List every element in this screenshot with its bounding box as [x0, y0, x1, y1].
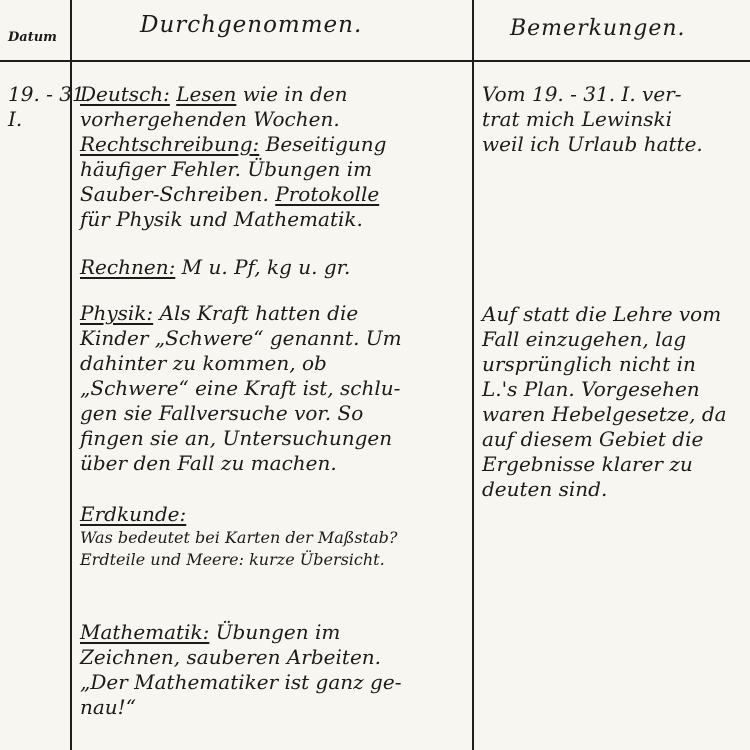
erdkunde-title-line	[80, 502, 468, 527]
section-physik	[80, 301, 468, 476]
section-erdkunde	[80, 502, 468, 571]
physik-line-7: über den Fall zu machen.	[80, 451, 337, 475]
deutsch-line-5	[80, 182, 468, 207]
section-rechnen	[80, 255, 468, 280]
physik-line-4: „Schwere“ eine Kraft ist, schlu-	[80, 376, 401, 400]
physik-line-5: gen sie Fallversuche vor. So	[80, 401, 364, 425]
deutsch-protokolle: Protokolle	[275, 182, 380, 206]
date-range: 19. - 31.	[8, 82, 92, 106]
remark-2-line-2: Fall einzugehen, lag	[482, 327, 687, 351]
remark-2-line-5: waren Hebelgesetze, da	[482, 402, 727, 426]
erdkunde-line-2: Erdteile und Meere: kurze Übersicht.	[80, 550, 385, 569]
rechnen-content: M u. Pf, kg u. gr.	[181, 255, 351, 279]
mathematik-line-4: nau!“	[80, 695, 136, 719]
remark-2-line-8: deuten sind.	[482, 477, 608, 501]
header-remarks: Bemerkungen.	[510, 16, 686, 41]
mathematik-line-3: „Der Mathematiker ist ganz ge-	[80, 670, 402, 694]
date-entry	[8, 82, 91, 132]
remark-substitute	[482, 82, 703, 157]
remark-physics-plan	[482, 302, 727, 502]
physik-line-2: Kinder „Schwere“ genannt. Um	[80, 326, 402, 350]
physik-line-1	[80, 301, 468, 326]
physik-line-3: dahinter zu kommen, ob	[80, 351, 327, 375]
deutsch-line-2: vorhergehenden Wochen.	[80, 107, 340, 131]
remark-1-line-1: Vom 19. - 31. I. ver-	[482, 82, 682, 106]
remark-2-line-4: L.'s Plan. Vorgesehen	[482, 377, 700, 401]
mathematik-line-2: Zeichnen, sauberen Arbeiten.	[80, 645, 382, 669]
header-covered: Durchgenommen.	[140, 12, 363, 38]
deutsch-line-4: häufiger Fehler. Übungen im	[80, 157, 373, 181]
rechnen-line	[80, 255, 468, 280]
remark-2-line-3: ursprünglich nicht in	[482, 352, 696, 376]
deutsch-rechtschreibung: Rechtschreibung:	[80, 132, 260, 156]
section-mathematik	[80, 620, 468, 720]
remark-1-line-2: trat mich Lewinski	[482, 107, 673, 131]
physik-line-1-rest: Als Kraft hatten die	[159, 301, 359, 325]
erdkunde-title: Erdkunde:	[80, 502, 187, 526]
erdkunde-line-1: Was bedeutet bei Karten der Maßstab?	[80, 528, 398, 547]
physik-title: Physik:	[80, 301, 154, 325]
deutsch-line-6: für Physik und Mathematik.	[80, 207, 363, 231]
deutsch-line-1-rest: wie in den	[242, 82, 348, 106]
date-month: I.	[8, 107, 23, 131]
remark-2-line-7: Ergebnisse klarer zu	[482, 452, 693, 476]
header-date: Datum	[8, 30, 57, 45]
remark-2-line-6: auf diesem Gebiet die	[482, 427, 704, 451]
section-deutsch	[80, 82, 468, 232]
deutsch-line-3	[80, 132, 468, 157]
mathematik-line-1	[80, 620, 468, 645]
deutsch-line-5-a: Sauber-Schreiben.	[80, 182, 269, 206]
deutsch-line-3-rest: Beseitigung	[265, 132, 387, 156]
deutsch-line-1	[80, 82, 468, 107]
rechnen-title: Rechnen:	[80, 255, 176, 279]
remark-2-line-1: Auf statt die Lehre vom	[482, 302, 722, 326]
deutsch-lesen: Lesen	[176, 82, 237, 106]
remark-1-line-3: weil ich Urlaub hatte.	[482, 132, 703, 156]
physik-line-6: fingen sie an, Untersuchungen	[80, 426, 393, 450]
mathematik-line-1-rest: Übungen im	[215, 620, 341, 644]
mathematik-title: Mathematik:	[80, 620, 210, 644]
deutsch-title: Deutsch:	[80, 82, 170, 106]
header-divider	[0, 60, 750, 62]
column-divider-remarks	[472, 0, 474, 750]
